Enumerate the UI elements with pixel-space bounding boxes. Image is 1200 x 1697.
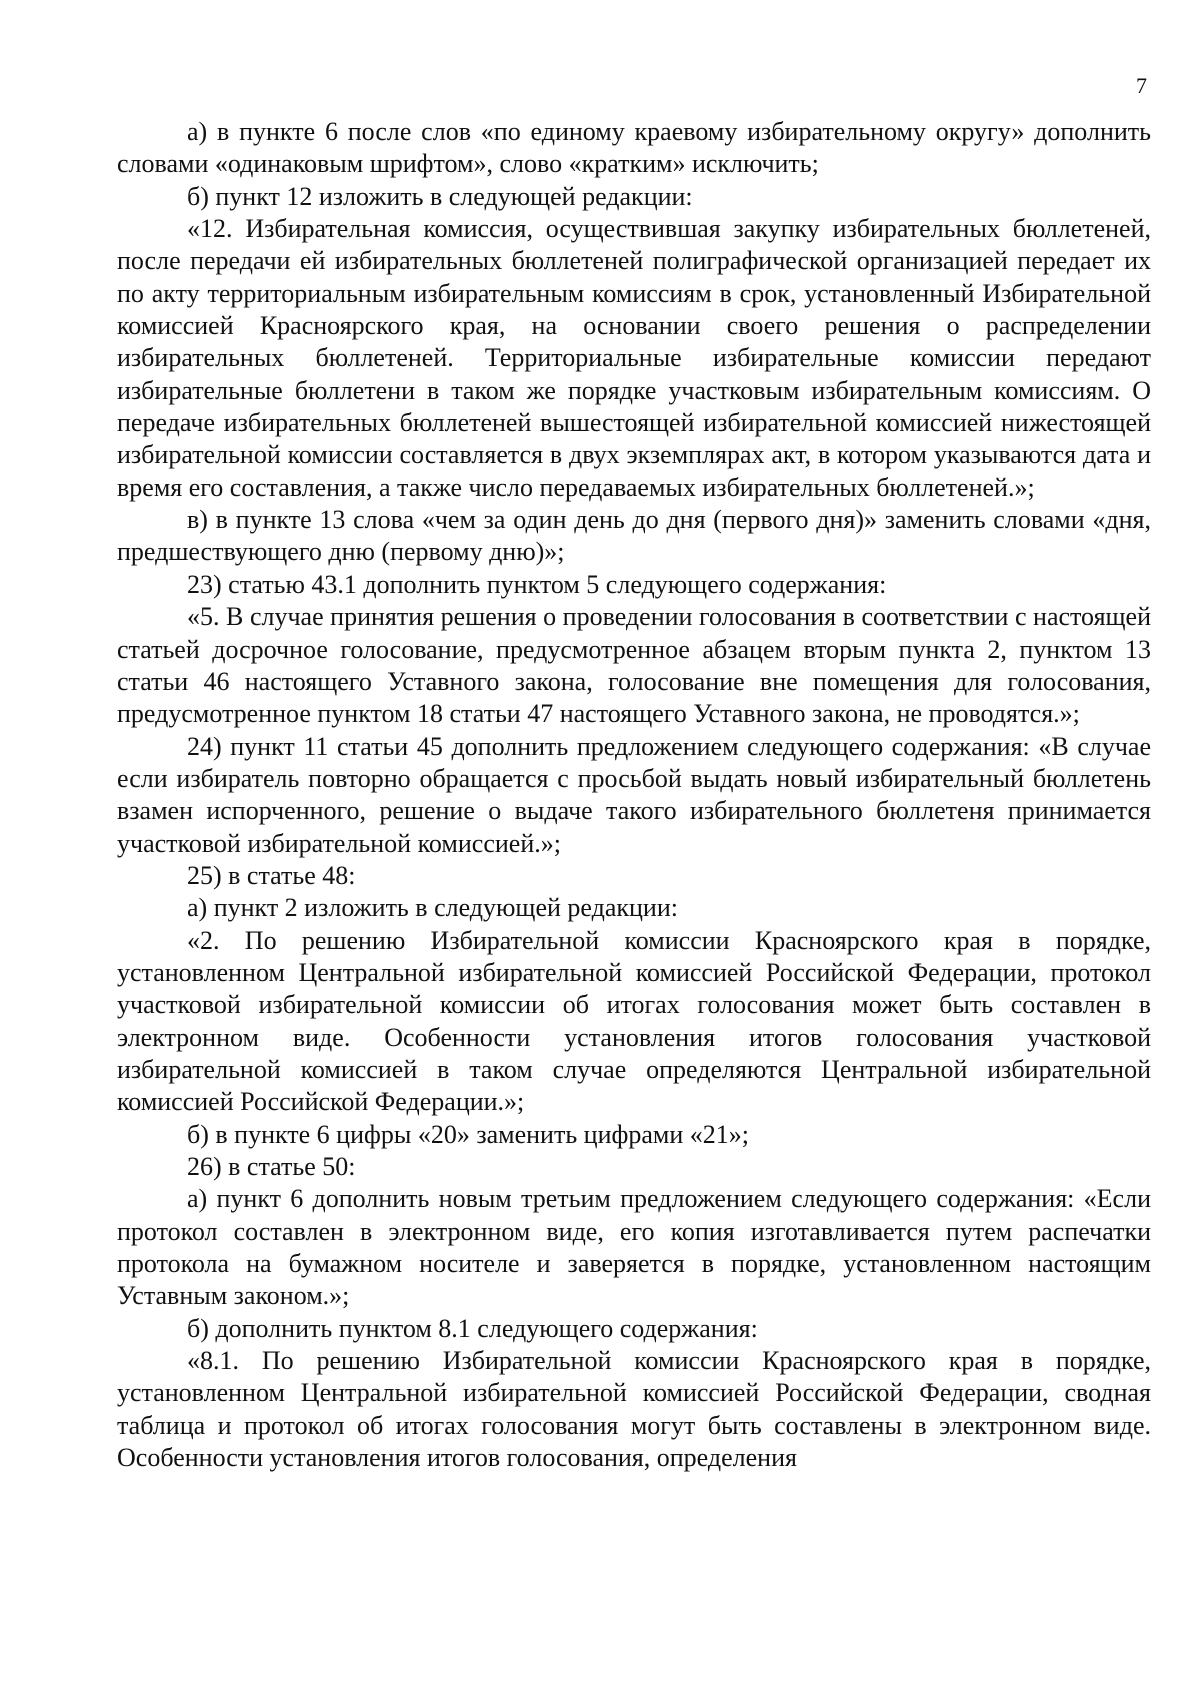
paragraph-amend-point-13: в) в пункте 13 слова «чем за один день до дня (первого дня)» заменить словами «дня, предшествующего дню (первому дню)»;	[117, 505, 1151, 567]
paragraph-point-8-1-text: «8.1. По решению Избирательной комиссии Красноярского края в порядке, установленном Центральной избирательной комиссией Российской Федерации, сводная таблица и протокол об итогах голосования могут быть составлены в электронном виде. Особенности установления итогов голосования, определения	[117, 1346, 1151, 1473]
paragraph-point-2-text: «2. По решению Избирательной комиссии Красноярского края в порядке, установленном Центральной избирательной комиссией Российской Федерации, протокол участковой избирательной комиссии об итогах голосования может быть составлен в электронном виде. Особенности установления итогов голосования участковой избирательной комиссией в таком случае определяются Центральной избирательной комиссией Российской Федерации.»;	[117, 925, 1151, 1117]
paragraph-item-23: 23) статью 43.1 дополнить пунктом 5 следующего содержания:	[187, 569, 887, 599]
paragraph-article-48-point-2: а) пункт 2 изложить в следующей редакции:	[187, 893, 678, 923]
document-body	[117, 116, 1151, 1474]
paragraph-point-5-text: «5. В случае принятия решения о проведении голосования в соответствии с настоящей статьей досрочное голосование, предусмотренное абзацем вторым пункта 2, пунктом 13 статьи 46 настоящего Уставного закона, голосование вне помещения для голосования, предусмотренное пунктом 18 статьи 47 настоящего Уставного закона, не проводятся.»;	[117, 602, 1151, 729]
paragraph-amend-point-6: а) в пункте 6 после слов «по единому краевому избирательному округу» дополнить словами «одинаковым шрифтом», слово «кратким» исключить;	[117, 117, 1151, 179]
paragraph-article-48-point-6: б) в пункте 6 цифры «20» заменить цифрами «21»;	[187, 1119, 749, 1149]
paragraph-item-26: 26) в статье 50:	[187, 1152, 356, 1181]
paragraph-item-25: 25) в статье 48:	[187, 860, 356, 890]
paragraph-article-50-point-6: а) пункт 6 дополнить новым третьим предложением следующего содержания: «Если протокол составлен в электронном виде, его копия изготавливается путем распечатки протокола на бумажном носителе и заверяется в порядке, установленном настоящим Уставным законом.»;	[117, 1184, 1151, 1311]
paragraph-item-24: 24) пункт 11 статьи 45 дополнить предложением следующего содержания: «В случае если избиратель повторно обращается с просьбой выдать новый избирательный бюллетень взамен испорченного, решение о выдаче такого избирательного бюллетеня принимается участковой избирательной комиссией.»;	[117, 731, 1151, 858]
page-number: 7	[1136, 73, 1147, 98]
paragraph-point-12-text: «12. Избирательная комиссия, осуществившая закупку избирательных бюллетеней, после передачи ей избирательных бюллетеней полиграфической организацией передает их по акту территориальным избирательным комиссиям в срок, установленный Избирательной комиссией Красноярского края, на основании своего решения о распределении избирательных бюллетеней. Территориальные избирательные комиссии передают избирательные бюллетени в таком же порядке участковым избирательным комиссиям. О передаче избирательных бюллетеней вышестоящей избирательной комиссией нижестоящей избирательной комиссии составляется в двух экземплярах акт, в котором указываются дата и время его составления, а также число передаваемых избирательных бюллетеней.»;	[117, 214, 1151, 502]
paragraph-amend-point-12: б) пункт 12 изложить в следующей редакции:	[187, 181, 693, 211]
paragraph-add-point-8-1: б) дополнить пунктом 8.1 следующего содержания:	[187, 1313, 758, 1343]
